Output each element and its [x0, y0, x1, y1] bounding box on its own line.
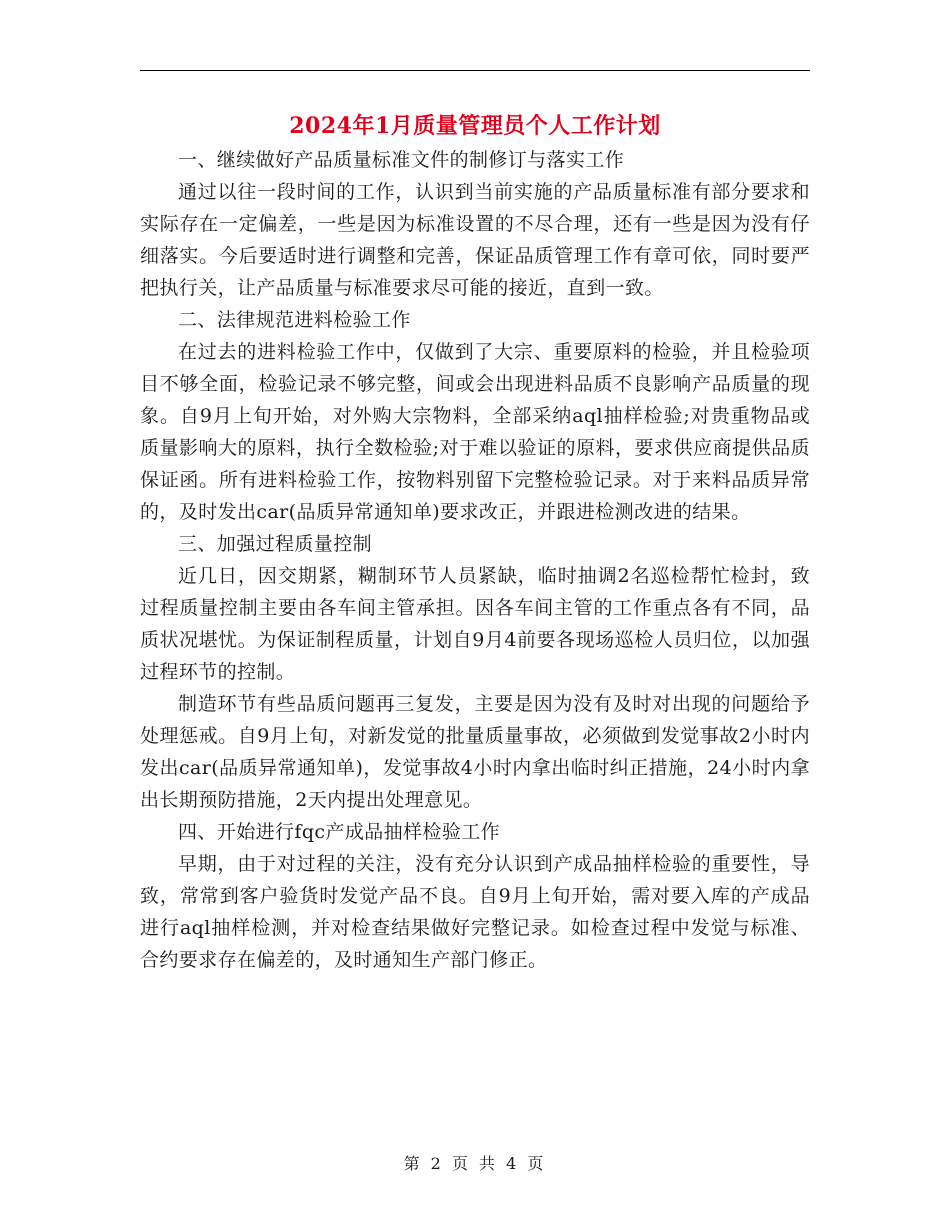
body-paragraph-4: 制造环节有些品质问题再三复发，主要是因为没有及时对出现的问题给予处理惩戒。自9月上旬，对新发觉的批量质量事故，必须做到发觉事故2小时内发出car(品质异常通知单)，发觉事故4小时内拿出临时纠正措施，24小时内拿出长期预防措施，2天内提出处理意见。 [140, 693, 810, 811]
section-heading-3: 三、加强过程质量控制 [178, 533, 373, 555]
section-heading-1: 一、继续做好产品质量标准文件的制修订与落实工作 [178, 149, 625, 171]
document-body [140, 144, 810, 976]
section-heading-4: 四、开始进行fqc产成品抽样检验工作 [178, 821, 501, 843]
body-paragraph-3: 近几日，因交期紧，糊制环节人员紧缺，临时抽调2名巡检帮忙检封，致过程质量控制主要由各车间主管承担。因各车间主管的工作重点各有不同，品质状况堪忧。为保证制程质量，计划自9月4前要各现场巡检人员归位，以加强过程环节的控制。 [140, 565, 810, 683]
header-rule [140, 70, 810, 71]
body-paragraph-1: 通过以往一段时间的工作，认识到当前实施的产品质量标准有部分要求和实际存在一定偏差，一些是因为标准设置的不尽合理，还有一些是因为没有仔细落实。今后要适时进行调整和完善，保证品质管理工作有章可依，同时要严把执行关，让产品质量与标准要求尽可能的接近，直到一致。 [140, 181, 810, 299]
document-title: 2024年1月质量管理员个人工作计划 [289, 113, 661, 139]
body-paragraph-5: 早期，由于对过程的关注，没有充分认识到产成品抽样检验的重要性，导致，常常到客户验货时发觉产品不良。自9月上旬开始，需对要入库的产成品进行aql抽样检测，并对检查结果做好完整记录。如检查过程中发觉与标准、合约要求存在偏差的，及时通知生产部门修正。 [140, 853, 810, 971]
page-number: 第 2 页 共 4 页 [403, 1154, 547, 1173]
section-heading-2: 二、法律规范进料检验工作 [178, 309, 411, 331]
body-paragraph-2: 在过去的进料检验工作中，仅做到了大宗、重要原料的检验，并且检验项目不够全面，检验记录不够完整，间或会出现进料品质不良影响产品质量的现象。自9月上旬开始，对外购大宗物料，全部采纳aql抽样检验;对贵重物品或质量影响大的原料，执行全数检验;对于难以验证的原料，要求供应商提供品质保证函。所有进料检验工作，按物料别留下完整检验记录。对于来料品质异常的，及时发出car(品质异常通知单)要求改正，并跟进检测改进的结果。 [140, 341, 810, 523]
